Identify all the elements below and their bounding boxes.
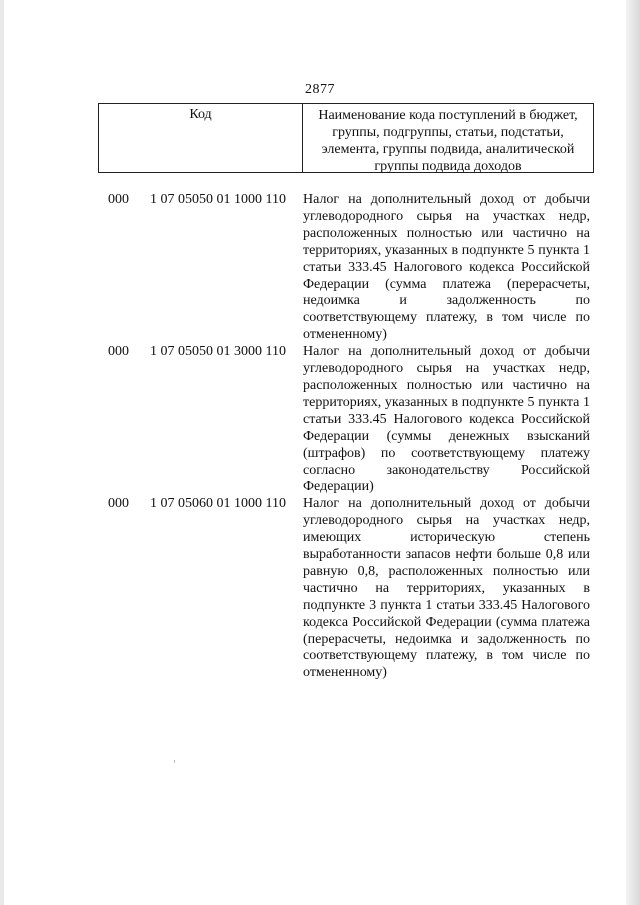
scan-edge-right bbox=[626, 0, 640, 905]
row-income-code: 1 07 05060 01 1000 110 bbox=[150, 496, 286, 512]
row-admin-code: 000 bbox=[108, 192, 129, 207]
page-number: 2877 bbox=[305, 82, 335, 97]
scan-edge-left bbox=[0, 0, 4, 905]
scan-speck bbox=[174, 760, 175, 763]
table-row bbox=[108, 344, 590, 496]
row-description: Налог на дополнительный доход от добычи углеводородного сырья на участках недр, имеющих историческую степень выработанности запасов нефти больше 0,8 или равную 0,8, расположенных полностью или частично на территориях, указанных в подпункте 3 пункта 1 статьи 333.45 Налогового кодекса Российской Федерации (сумма платежа (перерасчеты, недоимка и задолженность по соответствующему платежу, в том числе по отмененному) bbox=[303, 496, 590, 681]
row-income-code: 1 07 05050 01 1000 110 bbox=[150, 192, 286, 207]
table-row bbox=[108, 192, 590, 344]
header-code-label: Код bbox=[99, 104, 303, 172]
row-admin-code: 000 bbox=[108, 344, 129, 360]
row-description: Налог на дополнительный доход от добычи углеводородного сырья на участках недр, расположенных полностью или частично на территориях, указанных в подпункте 5 пункта 1 статьи 333.45 Налогового кодекса Российской Федерации (суммы денежных взысканий (штрафов) по соответствующему платежу согласно законодательству Российской Федерации) bbox=[303, 344, 590, 495]
table-body bbox=[108, 192, 590, 682]
table-header bbox=[98, 103, 594, 173]
row-income-code: 1 07 05050 01 3000 110 bbox=[150, 344, 286, 360]
table-row bbox=[108, 496, 590, 682]
header-name-label: Наименование кода поступлений в бюджет, группы, подгруппы, статьи, подстатьи, элемента, группы подвида, аналитической группы подвида доходов bbox=[318, 108, 578, 174]
row-description: Налог на дополнительный доход от добычи углеводородного сырья на участках недр, расположенных полностью или частично на территориях, указанных в подпункте 5 пункта 1 статьи 333.45 Налогового кодекса Российской Федерации (сумма платежа (перерасчеты, недоимка и задолженность по соответствующему платежу, в том числе по отмененному) bbox=[303, 192, 590, 343]
row-admin-code: 000 bbox=[108, 496, 129, 512]
